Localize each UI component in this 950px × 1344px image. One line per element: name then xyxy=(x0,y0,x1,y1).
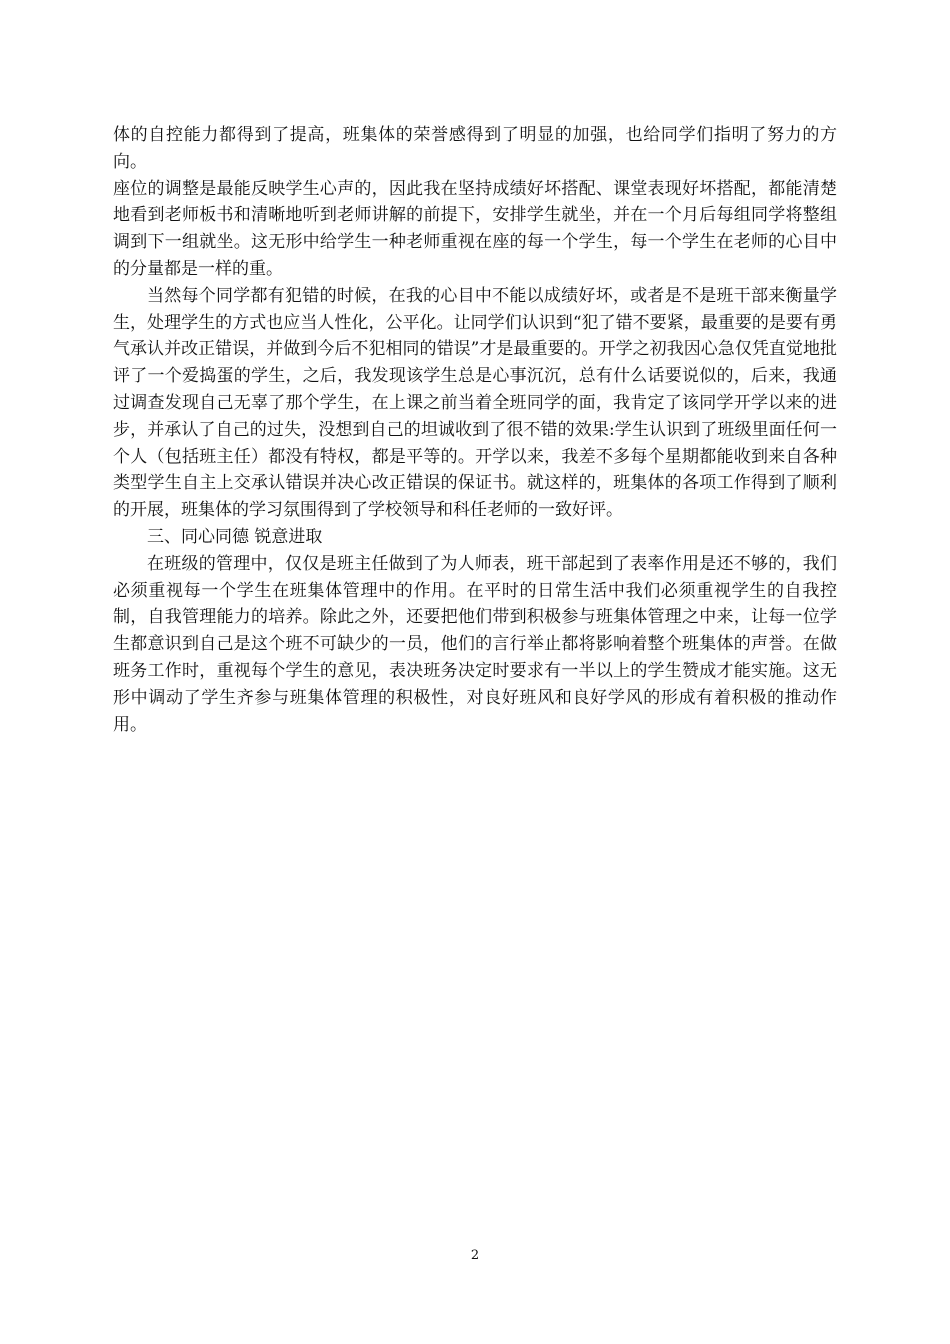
section-heading: 三、同心同德 锐意进取 xyxy=(147,526,323,547)
paragraph-mistakes: 当然每个同学都有犯错的时候，在我的心目中不能以成绩好坏，或者是不是班干部来衡量学生，处理学生的方式也应当人性化，公平化。让同学们认识到“犯了错不要紧，最重要的是要有勇气承认并改正错误，并做到今后不犯相同的错误”才是最重要的。开学之初我因心急仅凭直觉地批评了一个爱捣蛋的学生，之后，我发现该学生总是心事沉沉，总有什么话要说似的，后来，我通过调查发现自己无辜了那个学生，在上课之前当着全班同学的面，我肯定了该同学开学以来的进步，并承认了自己的过失，没想到自己的坦诚收到了很不错的效果:学生认识到了班级里面任何一个人（包括班主任）都没有特权，都是平等的。开学以来，我差不多每个星期都能收到来自各种类型学生自主上交承认错误并决心改正错误的保证书。就这样的，班集体的各项工作得到了顺利的开展，班集体的学习氛围得到了学校领导和科任老师的一致好评。 xyxy=(113,285,837,521)
paragraph-seating: 座位的调整是最能反映学生心声的，因此我在坚持成绩好坏搭配、课堂表现好坏搭配，都能清楚地看到老师板书和清晰地听到老师讲解的前提下，安排学生就坐，并在一个月后每组同学将整组调到下一组就坐。这无形中给学生一种老师重视在座的每一个学生，每一个学生在老师的心目中的分量都是一样的重。 xyxy=(113,178,837,279)
page-number: 2 xyxy=(470,1248,480,1263)
document-body xyxy=(113,122,837,738)
paragraph-class-management: 在班级的管理中，仅仅是班主任做到了为人师表，班干部起到了表率作用是还不够的，我们必须重视每一个学生在班集体管理中的作用。在平时的日常生活中我们必须重视学生的自我控制，自我管理能力的培养。除此之外，还要把他们带到积极参与班集体管理之中来，让每一位学生都意识到自己是这个班不可缺少的一员，他们的言行举止都将影响着整个班集体的声誉。在做班务工作时，重视每个学生的意见，表决班务决定时要求有一半以上的学生赞成才能实施。这无形中调动了学生齐参与班集体管理的积极性，对良好班风和良好学风的形成有着积极的推动作用。 xyxy=(113,553,837,735)
paragraph-continuation: 体的自控能力都得到了提高，班集体的荣誉感得到了明显的加强，也给同学们指明了努力的方向。 xyxy=(113,125,837,172)
